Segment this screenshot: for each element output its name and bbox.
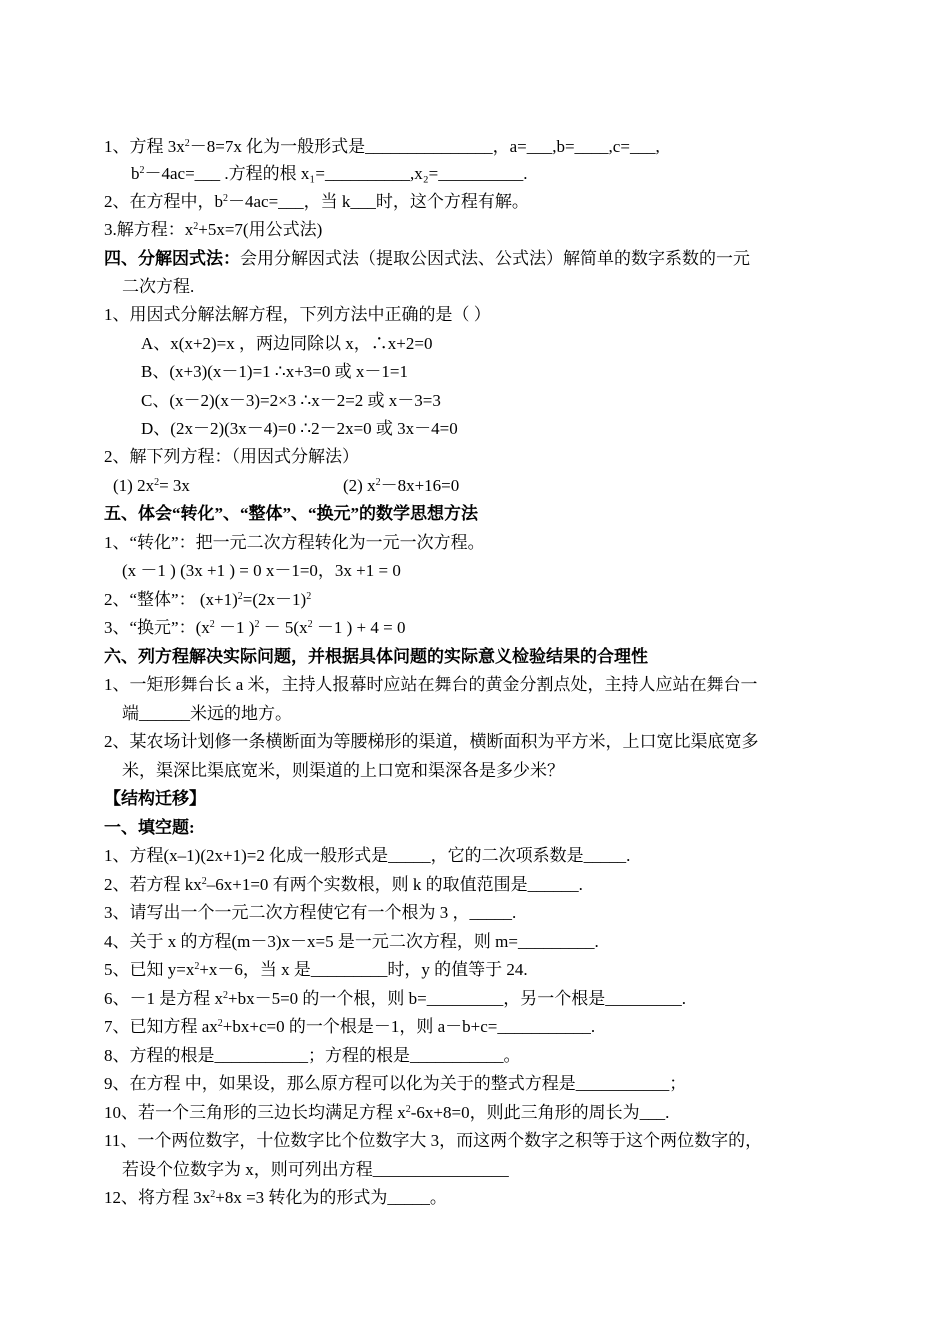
fill-q7: 7、已知方程 $ax^2+bx+c=0$ 的一个根是－1，则 a－b+c=___________. [104, 1017, 596, 1036]
option-d: D、(2x－2)(3x－4)=0 ∴2－2x=0 或 3x－4=0 [141, 419, 458, 438]
section-four-heading-cont: 二次方程. [122, 277, 195, 296]
equation-2: (2) $x^2-8x+16=0$ [343, 476, 460, 495]
substitution-method: 3、“换元”：($x^2 -1$ )$^2 - 5(x^2 -1$ ) + 4 = 0 [104, 618, 406, 637]
fill-q3: 3、请写出一个一元二次方程使它有一个根为 3 ，_____. [104, 903, 517, 922]
factoring-question: 1、用因式分解法解方程，下列方法中正确的是（ ） [104, 305, 491, 324]
q1-roots: $b^2-4ac=\_\_\_$ .方程的根 x₁=__________,x₂=__________. [131, 164, 528, 183]
section-five-heading: 五、体会“转化”、“整体”、“换元”的数学思想方法 [104, 504, 478, 523]
fill-q12: 12、将方程 $3x^2+8x =3$ 转化为的形式为_____。 [104, 1188, 447, 1207]
q1-general-form: 1、方程 $3x^2-8=7x$ 化为一般形式是_______________，a=___,b=____,c=___, [104, 137, 660, 156]
channel-question-cont: 米，渠深比渠底宽米，则渠道的上口宽和渠深各是多少米？ [122, 761, 564, 780]
q2-discriminant: 2、在方程中，$b^2-4ac=\_\_\_$，当 k___时，这个方程有解。 [104, 192, 529, 211]
fill-q4: 4、关于 x 的方程(m－3)x－x=5 是一元二次方程，则 m=_________. [104, 932, 599, 951]
stage-question-cont: 端______米远的地方。 [122, 704, 292, 723]
channel-question: 2、某农场计划修一条横断面为等腰梯形的渠道，横断面积为平方米，上口宽比渠底宽多 [104, 732, 759, 751]
fill-q2: 2、若方程 $kx^2-6x+1=0$ 有两个实数根，则 k 的取值范围是______. [104, 875, 583, 894]
fill-q9: 9、在方程 中，如果设，那么原方程可以化为关于的整式方程是___________； [104, 1074, 687, 1093]
section-four-heading: 四、分解因式法：会用分解因式法（提取公因式法、公式法）解简单的数字系数的一元 [104, 249, 750, 268]
transform-method: 1、“转化”：把一元二次方程转化为一元一次方程。 [104, 533, 485, 552]
fill-q1: 1、方程(x–1)(2x+1)=2 化成一般形式是_____，它的二次项系数是_____. [104, 846, 631, 865]
option-b: B、(x+3)(x－1)=1 ∴x+3=0 或 x－1=1 [141, 362, 408, 381]
option-c: C、(x－2)(x－3)=2×3 ∴x－2=2 或 x－3=3 [141, 391, 441, 410]
fill-in-heading: 一、填空题: [104, 818, 195, 837]
fill-q5: 5、已知 $y=x^2+x-6$，当 x 是_________时，y 的值等于 24. [104, 960, 528, 979]
stage-question: 1、一矩形舞台长 a 米，主持人报幕时应站在舞台的黄金分割点处，主持人应站在舞台一 [104, 675, 758, 694]
option-a: A、x(x+2)=x ，两边同除以 x，∴x+2=0 [141, 334, 433, 353]
fill-q6: 6、－1 是方程 $x^2+bx-5=0$ 的一个根，则 b=_________，另一个根是_________. [104, 989, 687, 1008]
fill-q11: 11、一个两位数字，十位数字比个位数字大 3，而这两个数字之积等于这个两位数字的， [104, 1131, 763, 1150]
q3-formula-method: 3.解方程：$x^2+5x=7$(用公式法) [104, 220, 323, 239]
structure-transfer-heading: 【结构迁移】 [104, 789, 206, 808]
section-six-heading: 六、列方程解决实际问题，并根据具体问题的实际意义检验结果的合理性 [104, 647, 648, 666]
transform-example: (x －1 ) (3x +1 ) = 0 x－1=0，3x +1 = 0 [122, 561, 401, 580]
equation-1: (1) $2x^2= 3x$ [113, 476, 190, 495]
fill-q10: 10、若一个三角形的三边长均满足方程 $x^2-6x+8=0$，则此三角形的周长为___. [104, 1103, 670, 1122]
solve-equations-prompt: 2、解下列方程：（用因式分解法） [104, 447, 359, 466]
whole-method: 2、“整体”： $(x+1)^2=(2x-1)^2$ [104, 590, 312, 609]
fill-q11-cont: 若设个位数字为 x，则可列出方程________________ [122, 1160, 509, 1179]
fill-q8: 8、方程的根是___________；方程的根是___________。 [104, 1046, 521, 1065]
